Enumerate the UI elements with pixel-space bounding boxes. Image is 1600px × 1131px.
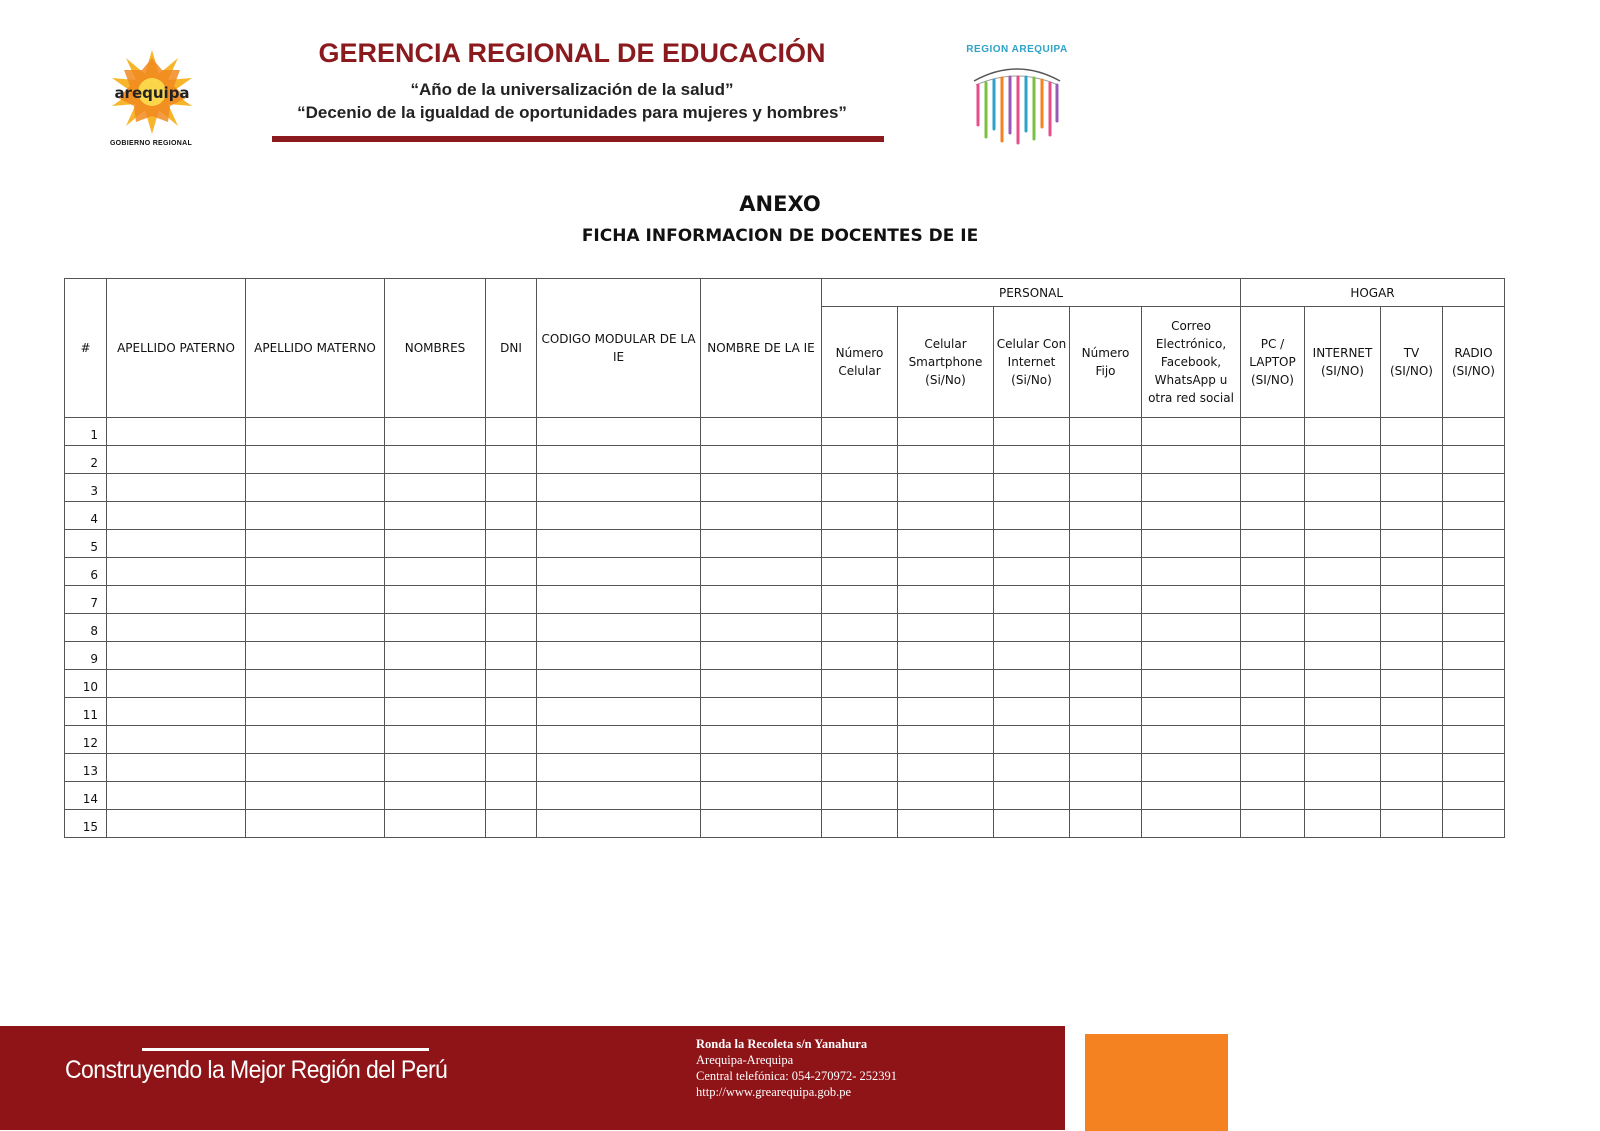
- blank-cell[interactable]: [537, 642, 701, 670]
- document-title: ANEXO: [739, 192, 821, 216]
- blank-cell[interactable]: [537, 810, 701, 838]
- blank-cell[interactable]: [1443, 474, 1505, 502]
- blank-cell[interactable]: [994, 782, 1070, 810]
- blank-cell[interactable]: [1070, 670, 1142, 698]
- blank-cell[interactable]: [822, 698, 898, 726]
- blank-cell[interactable]: [486, 614, 537, 642]
- blank-cell[interactable]: [1443, 586, 1505, 614]
- blank-cell[interactable]: [246, 810, 385, 838]
- blank-cell[interactable]: [107, 726, 246, 754]
- blank-cell[interactable]: [1381, 698, 1443, 726]
- blank-cell[interactable]: [107, 530, 246, 558]
- blank-cell[interactable]: [1070, 810, 1142, 838]
- blank-cell[interactable]: [1443, 642, 1505, 670]
- blank-cell[interactable]: [1241, 530, 1305, 558]
- row-number: 1: [65, 418, 107, 446]
- gobierno-regional-logo: [96, 48, 206, 158]
- header-divider: [272, 136, 884, 142]
- blank-cell[interactable]: [1070, 502, 1142, 530]
- blank-cell[interactable]: [701, 558, 822, 586]
- blank-cell[interactable]: [1381, 446, 1443, 474]
- blank-cell[interactable]: [994, 474, 1070, 502]
- blank-cell[interactable]: [822, 446, 898, 474]
- table-row: [65, 418, 1505, 446]
- blank-cell[interactable]: [1142, 670, 1241, 698]
- blank-cell[interactable]: [1305, 698, 1381, 726]
- blank-cell[interactable]: [486, 782, 537, 810]
- blank-cell[interactable]: [486, 558, 537, 586]
- blank-cell[interactable]: [1381, 810, 1443, 838]
- blank-cell[interactable]: [107, 502, 246, 530]
- row-number: 5: [65, 530, 107, 558]
- row-number: 10: [65, 670, 107, 698]
- blank-cell[interactable]: [486, 754, 537, 782]
- blank-cell[interactable]: [246, 698, 385, 726]
- blank-cell[interactable]: [1241, 446, 1305, 474]
- region-emblem-icon: [962, 55, 1072, 147]
- blank-cell[interactable]: [701, 446, 822, 474]
- blank-cell[interactable]: [1443, 754, 1505, 782]
- table-row: [65, 726, 1505, 754]
- blank-cell[interactable]: [898, 502, 994, 530]
- col-header-nombre-ie: NOMBRE DE LA IE: [701, 279, 822, 418]
- org-title: GERENCIA REGIONAL DE EDUCACIÓN: [318, 38, 826, 68]
- table-row: [65, 754, 1505, 782]
- blank-cell[interactable]: [701, 530, 822, 558]
- col-header-celular-internet: Celular Con Internet (Si/No): [994, 307, 1070, 418]
- col-header-codigo-modular: CODIGO MODULAR DE LA IE: [537, 279, 701, 418]
- blank-cell[interactable]: [107, 586, 246, 614]
- table-row: [65, 502, 1505, 530]
- blank-cell[interactable]: [1070, 754, 1142, 782]
- blank-cell[interactable]: [822, 726, 898, 754]
- blank-cell[interactable]: [822, 586, 898, 614]
- blank-cell[interactable]: [1142, 418, 1241, 446]
- table-row: [65, 614, 1505, 642]
- website-link[interactable]: http://www.grearequipa.gob.pe: [696, 1085, 852, 1099]
- blank-cell[interactable]: [246, 502, 385, 530]
- blank-cell[interactable]: [486, 586, 537, 614]
- blank-cell[interactable]: [1241, 810, 1305, 838]
- row-number: 4: [65, 502, 107, 530]
- footer-slogan: Construyendo la Mejor Región del Perú: [65, 1056, 448, 1084]
- table-row: [65, 642, 1505, 670]
- blank-cell[interactable]: [385, 446, 486, 474]
- blank-cell[interactable]: [246, 782, 385, 810]
- blank-cell[interactable]: [1241, 418, 1305, 446]
- blank-cell[interactable]: [898, 446, 994, 474]
- blank-cell[interactable]: [385, 698, 486, 726]
- blank-cell[interactable]: [1305, 670, 1381, 698]
- row-number: 11: [65, 698, 107, 726]
- blank-cell[interactable]: [994, 446, 1070, 474]
- sun-logo-icon: [102, 48, 202, 138]
- blank-cell[interactable]: [385, 614, 486, 642]
- col-header-pc-laptop: PC / LAPTOP (SI/NO): [1241, 307, 1305, 418]
- blank-cell[interactable]: [1381, 418, 1443, 446]
- table-row: [65, 474, 1505, 502]
- row-number: 15: [65, 810, 107, 838]
- blank-cell[interactable]: [822, 642, 898, 670]
- blank-cell[interactable]: [994, 558, 1070, 586]
- table-row: [65, 446, 1505, 474]
- blank-cell[interactable]: [1142, 754, 1241, 782]
- row-number: 8: [65, 614, 107, 642]
- blank-cell[interactable]: [537, 558, 701, 586]
- row-number: 14: [65, 782, 107, 810]
- blank-cell[interactable]: [486, 502, 537, 530]
- blank-cell[interactable]: [1070, 614, 1142, 642]
- table-row: [65, 782, 1505, 810]
- blank-cell[interactable]: [1070, 558, 1142, 586]
- blank-cell[interactable]: [1443, 558, 1505, 586]
- blank-cell[interactable]: [246, 530, 385, 558]
- col-header-correo: Correo Electrónico, Facebook, WhatsApp u otra red social: [1142, 307, 1241, 418]
- blank-cell[interactable]: [1305, 726, 1381, 754]
- blank-cell[interactable]: [898, 726, 994, 754]
- col-header-nombres: NOMBRES: [385, 279, 486, 418]
- table-body: [65, 418, 1505, 838]
- blank-cell[interactable]: [1241, 698, 1305, 726]
- address-line-2: Arequipa-Arequipa: [696, 1053, 794, 1067]
- blank-cell[interactable]: [1142, 502, 1241, 530]
- blank-cell[interactable]: [385, 502, 486, 530]
- blank-cell[interactable]: [537, 726, 701, 754]
- blank-cell[interactable]: [994, 754, 1070, 782]
- blank-cell[interactable]: [1381, 530, 1443, 558]
- blank-cell[interactable]: [994, 726, 1070, 754]
- blank-cell[interactable]: [1142, 726, 1241, 754]
- blank-cell[interactable]: [822, 614, 898, 642]
- row-number: 6: [65, 558, 107, 586]
- blank-cell[interactable]: [994, 642, 1070, 670]
- blank-cell[interactable]: [822, 782, 898, 810]
- blank-cell[interactable]: [994, 418, 1070, 446]
- blank-cell[interactable]: [1142, 698, 1241, 726]
- blank-cell[interactable]: [107, 810, 246, 838]
- blank-cell[interactable]: [701, 418, 822, 446]
- blank-cell[interactable]: [898, 586, 994, 614]
- blank-cell[interactable]: [107, 642, 246, 670]
- table-row: [65, 586, 1505, 614]
- blank-cell[interactable]: [246, 642, 385, 670]
- blank-cell[interactable]: [701, 698, 822, 726]
- blank-cell[interactable]: [486, 726, 537, 754]
- blank-cell[interactable]: [246, 446, 385, 474]
- blank-cell[interactable]: [385, 418, 486, 446]
- blank-cell[interactable]: [486, 474, 537, 502]
- blank-cell[interactable]: [1443, 446, 1505, 474]
- phone-line: Central telefónica: 054-270972- 252391: [696, 1069, 897, 1083]
- blank-cell[interactable]: [107, 614, 246, 642]
- blank-cell[interactable]: [246, 670, 385, 698]
- blank-cell[interactable]: [486, 670, 537, 698]
- blank-cell[interactable]: [107, 782, 246, 810]
- blank-cell[interactable]: [1305, 530, 1381, 558]
- blank-cell[interactable]: [1381, 474, 1443, 502]
- blank-cell[interactable]: [822, 670, 898, 698]
- blank-cell[interactable]: [1443, 810, 1505, 838]
- blank-cell[interactable]: [1142, 782, 1241, 810]
- blank-cell[interactable]: [537, 754, 701, 782]
- footer-divider: [142, 1048, 429, 1051]
- blank-cell[interactable]: [385, 810, 486, 838]
- blank-cell[interactable]: [1305, 446, 1381, 474]
- blank-cell[interactable]: [701, 754, 822, 782]
- blank-cell[interactable]: [701, 586, 822, 614]
- blank-cell[interactable]: [822, 810, 898, 838]
- blank-cell[interactable]: [246, 474, 385, 502]
- blank-cell[interactable]: [537, 698, 701, 726]
- teacher-info-table: [64, 278, 1505, 838]
- blank-cell[interactable]: [1070, 726, 1142, 754]
- blank-cell[interactable]: [898, 698, 994, 726]
- blank-cell[interactable]: [486, 530, 537, 558]
- blank-cell[interactable]: [994, 530, 1070, 558]
- blank-cell[interactable]: [1070, 418, 1142, 446]
- blank-cell[interactable]: [1142, 530, 1241, 558]
- blank-cell[interactable]: [537, 782, 701, 810]
- group-header-hogar: HOGAR: [1241, 279, 1505, 307]
- blank-cell[interactable]: [822, 502, 898, 530]
- blank-cell[interactable]: [822, 474, 898, 502]
- blank-cell[interactable]: [537, 474, 701, 502]
- blank-cell[interactable]: [246, 558, 385, 586]
- blank-cell[interactable]: [246, 726, 385, 754]
- blank-cell[interactable]: [1305, 642, 1381, 670]
- blank-cell[interactable]: [1381, 642, 1443, 670]
- blank-cell[interactable]: [701, 474, 822, 502]
- blank-cell[interactable]: [1142, 642, 1241, 670]
- blank-cell[interactable]: [822, 530, 898, 558]
- blank-cell[interactable]: [246, 586, 385, 614]
- blank-cell[interactable]: [1443, 502, 1505, 530]
- group-header-personal: PERSONAL: [822, 279, 1241, 307]
- blank-cell[interactable]: [1241, 474, 1305, 502]
- blank-cell[interactable]: [385, 754, 486, 782]
- blank-cell[interactable]: [898, 670, 994, 698]
- col-header-tv: TV (SI/NO): [1381, 307, 1443, 418]
- blank-cell[interactable]: [994, 614, 1070, 642]
- blank-cell[interactable]: [1305, 558, 1381, 586]
- blank-cell[interactable]: [822, 418, 898, 446]
- blank-cell[interactable]: [246, 418, 385, 446]
- blank-cell[interactable]: [701, 810, 822, 838]
- blank-cell[interactable]: [385, 586, 486, 614]
- blank-cell[interactable]: [1070, 446, 1142, 474]
- blank-cell[interactable]: [1070, 586, 1142, 614]
- col-header-apellido-paterno: APELLIDO PATERNO: [107, 279, 246, 418]
- year-motto: “Año de la universalización de la salud”: [410, 80, 734, 99]
- table-row: [65, 558, 1505, 586]
- address-line-1: Ronda la Recoleta s/n Yanahura: [696, 1037, 868, 1051]
- blank-cell[interactable]: [1241, 642, 1305, 670]
- blank-cell[interactable]: [701, 614, 822, 642]
- blank-cell[interactable]: [246, 614, 385, 642]
- blank-cell[interactable]: [1305, 418, 1381, 446]
- blank-cell[interactable]: [1142, 474, 1241, 502]
- blank-cell[interactable]: [701, 726, 822, 754]
- blank-cell[interactable]: [1142, 586, 1241, 614]
- blank-cell[interactable]: [537, 670, 701, 698]
- blank-cell[interactable]: [537, 446, 701, 474]
- logo-caption: GOBIERNO REGIONAL: [109, 140, 193, 147]
- blank-cell[interactable]: [1241, 586, 1305, 614]
- blank-cell[interactable]: [486, 810, 537, 838]
- blank-cell[interactable]: [701, 642, 822, 670]
- blank-cell[interactable]: [898, 418, 994, 446]
- orange-accent-block: [1085, 1034, 1228, 1131]
- blank-cell[interactable]: [1241, 726, 1305, 754]
- blank-cell[interactable]: [1443, 726, 1505, 754]
- blank-cell[interactable]: [994, 698, 1070, 726]
- col-header-apellido-materno: APELLIDO MATERNO: [246, 279, 385, 418]
- blank-cell[interactable]: [701, 670, 822, 698]
- table-row: [65, 810, 1505, 838]
- blank-cell[interactable]: [1381, 670, 1443, 698]
- blank-cell[interactable]: [385, 642, 486, 670]
- blank-cell[interactable]: [1142, 810, 1241, 838]
- blank-cell[interactable]: [822, 558, 898, 586]
- blank-cell[interactable]: [1305, 474, 1381, 502]
- row-number: 12: [65, 726, 107, 754]
- blank-cell[interactable]: [1443, 782, 1505, 810]
- blank-cell[interactable]: [1070, 782, 1142, 810]
- blank-cell[interactable]: [1070, 530, 1142, 558]
- blank-cell[interactable]: [537, 614, 701, 642]
- blank-cell[interactable]: [385, 558, 486, 586]
- blank-cell[interactable]: [107, 418, 246, 446]
- blank-cell[interactable]: [1142, 614, 1241, 642]
- blank-cell[interactable]: [246, 754, 385, 782]
- blank-cell[interactable]: [822, 754, 898, 782]
- blank-cell[interactable]: [107, 474, 246, 502]
- blank-cell[interactable]: [1305, 782, 1381, 810]
- blank-cell[interactable]: [1305, 586, 1381, 614]
- document-subtitle: FICHA INFORMACION DE DOCENTES DE IE: [581, 226, 979, 246]
- blank-cell[interactable]: [1241, 502, 1305, 530]
- table-row: [65, 698, 1505, 726]
- blank-cell[interactable]: [537, 586, 701, 614]
- blank-cell[interactable]: [898, 642, 994, 670]
- blank-cell[interactable]: [898, 530, 994, 558]
- blank-cell[interactable]: [385, 530, 486, 558]
- blank-cell[interactable]: [1305, 502, 1381, 530]
- table-row: [65, 530, 1505, 558]
- blank-cell[interactable]: [486, 446, 537, 474]
- row-number: 13: [65, 754, 107, 782]
- blank-cell[interactable]: [1443, 418, 1505, 446]
- blank-cell[interactable]: [898, 782, 994, 810]
- blank-cell[interactable]: [1381, 614, 1443, 642]
- blank-cell[interactable]: [1241, 782, 1305, 810]
- logo-wordmark: arequipa: [114, 84, 190, 102]
- col-header-numero-celular: Número Celular: [822, 307, 898, 418]
- blank-cell[interactable]: [385, 474, 486, 502]
- blank-cell[interactable]: [1070, 642, 1142, 670]
- footer-address: [696, 1036, 897, 1100]
- col-header-radio: RADIO (SI/NO): [1443, 307, 1505, 418]
- blank-cell[interactable]: [385, 782, 486, 810]
- row-number: 2: [65, 446, 107, 474]
- blank-cell[interactable]: [898, 558, 994, 586]
- blank-cell[interactable]: [1443, 698, 1505, 726]
- blank-cell[interactable]: [385, 726, 486, 754]
- blank-cell[interactable]: [898, 474, 994, 502]
- blank-cell[interactable]: [107, 754, 246, 782]
- blank-cell[interactable]: [486, 698, 537, 726]
- blank-cell[interactable]: [1305, 614, 1381, 642]
- blank-cell[interactable]: [898, 810, 994, 838]
- blank-cell[interactable]: [1381, 782, 1443, 810]
- row-number: 9: [65, 642, 107, 670]
- blank-cell[interactable]: [1070, 698, 1142, 726]
- blank-cell[interactable]: [994, 502, 1070, 530]
- col-header-num: #: [65, 279, 107, 418]
- blank-cell[interactable]: [1241, 670, 1305, 698]
- blank-cell[interactable]: [537, 530, 701, 558]
- blank-cell[interactable]: [1443, 614, 1505, 642]
- blank-cell[interactable]: [1070, 474, 1142, 502]
- blank-cell[interactable]: [701, 502, 822, 530]
- region-arequipa-logo: [962, 44, 1082, 154]
- blank-cell[interactable]: [994, 810, 1070, 838]
- blank-cell[interactable]: [1241, 614, 1305, 642]
- blank-cell[interactable]: [1142, 446, 1241, 474]
- blank-cell[interactable]: [107, 670, 246, 698]
- blank-cell[interactable]: [1381, 558, 1443, 586]
- blank-cell[interactable]: [1381, 586, 1443, 614]
- blank-cell[interactable]: [1443, 670, 1505, 698]
- decade-motto: “Decenio de la igualdad de oportunidades para mujeres y hombres”: [297, 103, 847, 122]
- col-header-numero-fijo: Número Fijo: [1070, 307, 1142, 418]
- col-header-internet: INTERNET (SI/NO): [1305, 307, 1381, 418]
- blank-cell[interactable]: [537, 502, 701, 530]
- blank-cell[interactable]: [537, 418, 701, 446]
- blank-cell[interactable]: [107, 446, 246, 474]
- blank-cell[interactable]: [1142, 558, 1241, 586]
- blank-cell[interactable]: [701, 782, 822, 810]
- region-logo-caption: REGION AREQUIPA: [966, 44, 1068, 55]
- blank-cell[interactable]: [994, 586, 1070, 614]
- row-number: 7: [65, 586, 107, 614]
- row-number: 3: [65, 474, 107, 502]
- blank-cell[interactable]: [486, 642, 537, 670]
- col-header-celular-smartphone: Celular Smartphone (Si/No): [898, 307, 994, 418]
- blank-cell[interactable]: [107, 698, 246, 726]
- blank-cell[interactable]: [898, 614, 994, 642]
- blank-cell[interactable]: [1443, 530, 1505, 558]
- blank-cell[interactable]: [1241, 754, 1305, 782]
- table-row: [65, 670, 1505, 698]
- blank-cell[interactable]: [1381, 726, 1443, 754]
- blank-cell[interactable]: [1381, 754, 1443, 782]
- blank-cell[interactable]: [107, 558, 246, 586]
- blank-cell[interactable]: [1381, 502, 1443, 530]
- blank-cell[interactable]: [486, 418, 537, 446]
- blank-cell[interactable]: [1305, 810, 1381, 838]
- blank-cell[interactable]: [994, 670, 1070, 698]
- blank-cell[interactable]: [1241, 558, 1305, 586]
- blank-cell[interactable]: [898, 754, 994, 782]
- col-header-dni: DNI: [486, 279, 537, 418]
- blank-cell[interactable]: [1305, 754, 1381, 782]
- blank-cell[interactable]: [385, 670, 486, 698]
